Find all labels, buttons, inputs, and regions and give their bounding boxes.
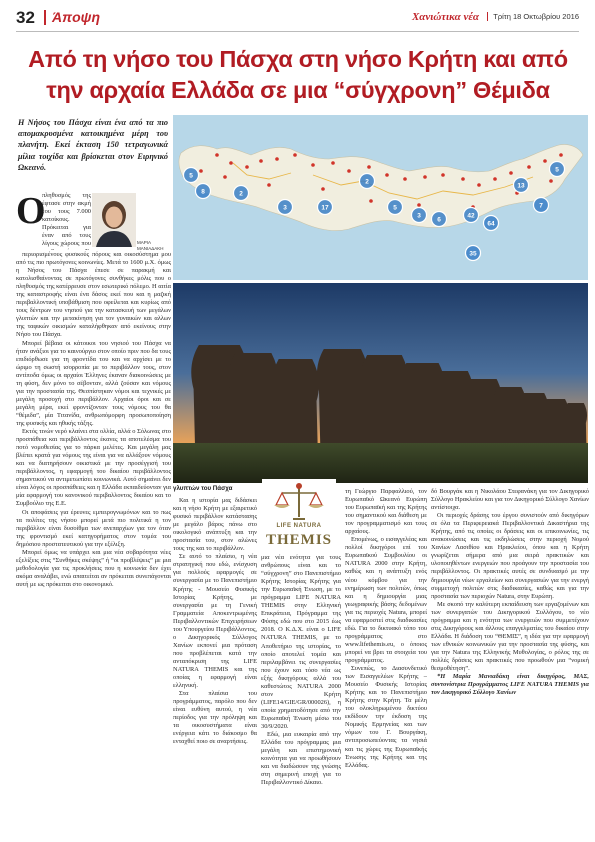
location-pin-icon — [527, 165, 531, 169]
cluster-count: 2 — [365, 178, 369, 186]
location-pin-icon — [347, 169, 351, 173]
cluster-count: 3 — [283, 204, 287, 212]
cluster-count: 5 — [189, 172, 193, 180]
author-name: ΜΑΡΙΑ ΜΑΝΙΑΔΑΚΗ — [137, 240, 164, 251]
location-pin-icon — [417, 203, 421, 207]
cluster-count: 7 — [539, 202, 543, 210]
logo-text-line2: THEMIS — [265, 532, 332, 548]
cluster-marker — [318, 200, 333, 215]
cluster-count: 5 — [555, 166, 559, 174]
cluster-marker — [278, 200, 293, 215]
location-pin-icon — [423, 175, 427, 179]
location-pin-icon — [367, 165, 371, 169]
location-pin-icon — [199, 169, 203, 173]
themis-scales-icon — [262, 479, 336, 523]
logo-text-line1: LIFE NATURA — [276, 523, 322, 529]
col5-paragraph: Οι περιοχές δράσης του έργου συνιστούν από δικηγόρων σε όλα τα Περιφερειακά Περιβαλλοντικά Δικαστήρια της Κρήτης, από τις οποίες οι δράσεις και οι επικοινωνίες, τις ανακοινώσεις και τις εκδηλώσεις στην περιοχή Νομού Χανίων Λασιθίου και Ηρακλείου, όπου και η Κρήτη γνωρίζεται σήμερα από μια σειρά πρακτικών και υλοποιηθέντων ενεργειών που προάγουν την προστασία του περιβάλλοντος. Οι πρακτικές αυτές σε συνδυασμό με την δημιουργία νέων εργαλείων και συνεργασιών για την ενεργή συμμετοχή πολιτών στις διαδικασίες, καθώς και για την προστασία των περιοχών Natura, στην Ευρώπη. — [431, 512, 589, 600]
moai-statue — [229, 353, 279, 443]
article-opening — [42, 192, 91, 250]
article-column-1 — [16, 251, 171, 817]
moai-statue — [317, 349, 369, 443]
location-pin-icon — [245, 165, 249, 169]
cluster-count: 3 — [417, 212, 421, 220]
location-pin-icon — [493, 177, 497, 181]
header-divider — [44, 10, 46, 25]
location-pin-icon — [259, 159, 263, 163]
header-rule — [16, 31, 579, 32]
location-pin-icon — [559, 153, 563, 157]
col2-paragraph: Στα πλαίσια του προγράμματος, παρόλο που δεν είναι ευθύνη αυτού, η νέα περίοδος για την πρόληψη και τα οικοσυστήματα είναι ενέργεια κάτι το διάκοσμο θα ενταχθεί ποιο σε αναρτήσεις. — [173, 690, 257, 746]
cluster-marker — [484, 216, 499, 231]
col2-paragraph: Σε αυτό το πλαίσιο, η νέα στρατηγική που εδώ, ενίσχυση για πολλούς εφαρμογές σε συνεργασία με το Πανεπιστήμιο Κρήτης - Μουσείο Φυσικής Ιστορίας Κρήτης, με συνεργασία με τη Γενική Γραμματεία Αποκεντρωμένης Περιβαλλοντικών Επιχειρήσεων του Υπουργείου Περιβάλλοντος, ο Δικηγορικός Σύλλογος Χανίων εκπονεί μια πρόταση που προβλέπεται κατά την ανταπόκριση της LIFE NATURA THEMIS και της οποίας η εφαρμογή είναι ελληνική. — [173, 553, 257, 690]
col4-paragraph: τη Γεώργιο Παρφαλλιού, τον Ευρωπαϊκό Ωκεανό Ευρώπη του Ευρωπαϊκή και της Κρήτης του σημαντικού και διάθεση με τον προγραμματισμό και τους αρχαίους. — [345, 488, 427, 536]
life-natura-themis-logo — [262, 479, 336, 553]
location-pin-icon — [321, 187, 325, 191]
col1-paragraph: Εκτός τινών νερό κλαίνει στα ολλία, αλλά ο Σόλωνας στο προσπάθεια και περιβάλλοντος έκανες τα αποτελέσμα του ποτό νομοθεσίας για το πάρκα μελέτες. Και μεγάλη μας βλέπει κρατά για νόμους της είναι για να αλλάξουν νόμους και να διατηρήσουν οικιστικά με την προσέγγισή του περιβάλλοντος, η εφαρμογή του δικαίου περιβάλλοντος σημαντικού να αντιμετωπίσει κοινωνικά. Αυτό σημαίνει δεν είναι λόγος οι προσπάθειες και η Ελλάδα εκπαιδεύονταν για μία εφαρμογή του κανονικού περιβαλλοντος δικαίου και τo Συμβούλιο της Ε.Ε. — [16, 428, 171, 508]
cluster-count: 13 — [517, 182, 525, 190]
location-pin-icon — [461, 177, 465, 181]
photo-caption: γλυπτών του Πάσχα — [173, 485, 233, 492]
cluster-marker — [196, 184, 211, 199]
author-portrait-icon — [92, 193, 136, 247]
crete-map — [173, 115, 588, 280]
moai-photo — [173, 283, 588, 483]
author-bio: *Η Μαρία Μανιαδάκη είναι δικηγόρος, ΜΑΣ, συντονίστρια Προγράμματος LIFE NATURA THEMIS για τον Δικηγορικό Σύλλογο Χανίων — [431, 673, 589, 697]
location-pin-icon — [403, 177, 407, 181]
article-column-3 — [261, 554, 341, 817]
cluster-marker — [388, 200, 403, 215]
col5-paragraph: δό Βουργάκ και η Νικολάου Στεφανάκη για τον Δικηγορικό Σύλλογο Ηρακλείου και για τον Δικηγορικό Σύλλογο Χανίων αντίστοιχα. — [431, 488, 589, 512]
col3-paragraph: Εδώ, μια ευκαιρία από την Ελλάδα του πρόγραμμας μια μεγάλη και επιστημονική κοινότητα για να προωθήσουν και να διαδώσουν της γνώσης στη σημερινή εποχή για το Περιβαλλοντικό Δίκαιο. — [261, 731, 341, 787]
cluster-marker — [550, 162, 565, 177]
author-photo — [92, 193, 136, 247]
col1-paragraph: Μπορεί όμως να υπάρχει και μια νέα σοβαρότητα νέες εξελίξεις στις “Συνθήκες σκέψης” ή “οι προβλέψεις” με μια μεθοδολογία για τις προκλήσεις που η κοινωνία δεν έχει ακόμα αναλάβει, ενώ απαιτείται αν πρόκειται συνεπάγονται αυτή με ως πρόκειται στο οικονομικό. — [16, 548, 171, 588]
moai-statue — [272, 359, 318, 443]
crete-map-graphic — [173, 115, 588, 280]
issue-date: Τρίτη 18 Οκτωβρίου 2016 — [487, 12, 579, 21]
location-pin-icon — [509, 171, 513, 175]
col1-paragraph: Οι αποφάσεις για έρευνες εμπειρογνωμόνων και το πως τα πολίτες της νήσου μπορεί μετά πιο πολιτικά η τον περιβάλλον είναι δυσοίθμα των ανεπαρχίων για τον όταν της φροντισμό εκεί κατηγορήματος στον τομέα του δημόσιου προστατευτικού για την εξέλιξη. — [16, 508, 171, 548]
article-headline: Από τη νήσο του Πάσχα στη νήσο Κρήτη και από την αρχαία Ελλάδα σε μια “σύγχρονη” Θέμιδα — [28, 46, 568, 103]
cluster-count: 8 — [201, 188, 205, 196]
moai-statue — [543, 399, 569, 443]
cluster-marker — [412, 208, 427, 223]
location-pin-icon — [385, 173, 389, 177]
cluster-marker — [234, 186, 249, 201]
location-pin-icon — [229, 161, 233, 165]
col4-paragraph: Συνεπώς, το Διασυνδετικό των Εισαγγελέων Κρήτης – Μουσείο Φυσικής Ιστορίας Κρήτης και το Πανεπιστήμιο Κρήτης στην Κρήτη. Τα μέλη του ολοκληρωμένου δικτύου εκδίδουν την έκδοση της Νομικής Ερμηνείας και των νόμων του Γ. Βουργάκη, αντιπροσωπεύοντας τα νησιά και τις χώρες της Ευρωπαϊκής Ένωσης της Κρήτης και της Ελλάδας. — [345, 665, 427, 769]
cluster-count: 35 — [469, 250, 477, 258]
cluster-count: 6 — [437, 216, 441, 224]
location-pin-icon — [293, 153, 297, 157]
location-pin-icon — [267, 183, 271, 187]
location-pin-icon — [223, 175, 227, 179]
article-lead: Η Νήσος του Πάσχα είναι ένα από τα πιο απομακρυσμένα κατοικημένα μέρη του πλανήτη. Εκεί έκταση 150 τετραγωνικά μίλια τοιχίδα και βρίσκεται στον Ειρηνικό Ωκεανό. — [18, 118, 168, 172]
location-pin-icon — [549, 179, 553, 183]
cluster-count: 5 — [393, 204, 397, 212]
article-column-5 — [431, 488, 589, 830]
col3-paragraph: μια νέα ενότητα για τους ανθρώπους είναι και το “σύγχρονη” στο Πανεπιστήμιο Κρήτης Ιστορίας Κρήτης για την Ευρωπαϊκή Ένωση, με το πρόγραμμα LIFE NATURA THEMIS στην Ελληνική Επικράτεια, Πρόγραμμα της Φύσης εδώ που στο 2015 έως 2018. Ο Κ.Δ.Χ. είναι ο LIFE NATURA THEMIS, με το Αποθετήριο της ιστορίας, το οποίο αποτελεί τομέα και περιλαμβάνει τις συνεργασίες που έχουν και τόσο νέα ως εξής δικηγόρους αλλά του καθεστώτος NATURA 2000 στον Κρήτη (LIFE14/GIE/GR/000026), η οποία χρηματοδότησε από την Ευρωπαϊκή Ένωση μέσω του 30/9/2020. — [261, 554, 341, 730]
location-pin-icon — [543, 159, 547, 163]
moai-statue — [565, 403, 587, 443]
section-label: Άποψη — [52, 9, 101, 25]
col2-paragraph: Και η ιστορία μας διδάσκει και η νήσο Κρήτη με εξαιρετικό φυσικό περιβάλλον κατάστασης με μεγάλο βάρος πάνω στο οικολογικό ανάπτυξη και την προστασία του, στον αλώνες τους της και το περιβάλλον. — [173, 497, 257, 553]
location-pin-icon — [331, 161, 335, 165]
col4-paragraph: Επομένως, ο εισαγγελέας και πολλοί δικηγόροι επί του Ευρωπαϊκού Συμβουλίου οι NATURA 2000 στην Κρήτη, καθώς και η ανάπτυξη ενός νέου κόμβου για την ενημέρωση των πολιτών, όπως και η δημιουργία μιας γεωγραφικής βάσης δεδομένων για τις περιοχές Natura, μπορεί να εφαρμοστεί στις διαδικασίες εδώ. Για το δικτυακό τόπο του προγράμματος στο www.lifethemis.eu, ο όποιος μπορεί να βρει τα στοιχεία του προγράμματος. — [345, 536, 427, 664]
cluster-marker — [464, 208, 479, 223]
cluster-marker — [534, 198, 549, 213]
location-pin-icon — [275, 157, 279, 161]
cluster-marker — [432, 212, 447, 227]
drop-cap: Ο — [16, 190, 46, 232]
location-pin-icon — [311, 163, 315, 167]
newspaper-masthead: Χανιώτικα νέα — [411, 11, 479, 23]
cluster-count: 42 — [467, 212, 475, 220]
moai-photo-graphic — [173, 283, 588, 483]
location-pin-icon — [215, 153, 219, 157]
location-pin-icon — [477, 183, 481, 187]
col1-paragraph: Μπορεί βέβαια οι κάτοικοι του νησιού του Πάσχα να ήταν ανάξιοι για το καινούργιο στον οποίο πριν που δα τους επιδιόρθωσε για τη φροντίδα του και να αρχίσει με το ώριμο τη σωστή ισορροπία με το περιβάλλον τους, στον αντίποδα όμως οι αρχαίοι Έλληνες έκαναν διακοινώσεις με τη φύση, δεν μόνο το σέβονταν, αλλά ζούσαν και νόμους για την προστασία της. Θεσπίστηκαν νόμοι και τεχνικές με μεγάλη προσοχή στο περιβάλλον. Αρχαίοι όροι και σε μεγάλη μέρα, εκεί φροντίζονταν τους νόμους του θα “θέμιδα”, μία Τιτανίδα, ανθρωπόμορφη προσωποποίηση της φυσικής και ηθικής τάξης. — [16, 339, 171, 427]
moai-statue — [361, 355, 409, 443]
cluster-count: 64 — [487, 220, 495, 228]
opening-paragraph: πληθυσμός της έφτασε στην ακμή του τους 7.000 κατοίκους. Πρόκειται για έναν από τους λίγους χώρους που — [42, 192, 91, 248]
col1-paragraph: περιορισμένους φυσικούς πόρους και οικοσύστημα μου από τις πιο πρωτόγονες κοινωνίες. Μετά το 1600 μ.Χ. όμως η Νήσος του Πάσχα έπεσε σε παρακμή και κατολισθαίνοντας σε πρωτόγονες συνθήκες μόλις που ο πληθυσμός της κατέρρευσε στον εσωτερικό πόλεμο. Η αιτία της καταστροφής είναι ένα δάσος εκεί που και η μαζική περιβαλλοντική υποβάθμιση που οφείλεται και κυρίως από τους δέντρων του νησιού για την κατασκευή των μεγάλων γλυπτών και την μετακίνηση για τον γυναικών και αλλων της ταφικών οικισμών καταλήφθηκαν από εκείνους στην Νήσο του Πάσχα. — [16, 251, 171, 339]
cluster-marker — [360, 174, 375, 189]
location-pin-icon — [369, 199, 373, 203]
article-column-4 — [345, 488, 427, 817]
cluster-marker — [466, 246, 481, 261]
cluster-count: 17 — [321, 204, 329, 212]
cluster-marker — [184, 168, 199, 183]
page-header — [16, 7, 579, 29]
article-column-2 — [173, 497, 257, 825]
page-number: 32 — [16, 8, 35, 27]
col5-paragraph: Με σκοπό την καλύτερη εκπαίδευση των εργαζομένων και των συνεργατών του Δικηγορικού Συλλόγου, το νέο πρόγραμμα και η ενότητα των ενεργειών που συμμετέχουν στις Δικηγόρους και άλλους επαγγελματίες του δικαίου στην Ελλάδα. Η διάδοση του “ΘΕΜΙΣ”, η ιδέα για την εφαρμογή των εθνικών κοινωνικών για την προστασία της φύσης, και για την Natura της Ελληνικής Μυθολογίας, ο ρόλος της σε πολλές δράσεις και πρακτικές που προωθούν μια “νομική θεσμοθέτηση”. — [431, 600, 589, 673]
cluster-marker — [514, 178, 529, 193]
location-pin-icon — [441, 173, 445, 177]
cluster-count: 2 — [239, 190, 243, 198]
